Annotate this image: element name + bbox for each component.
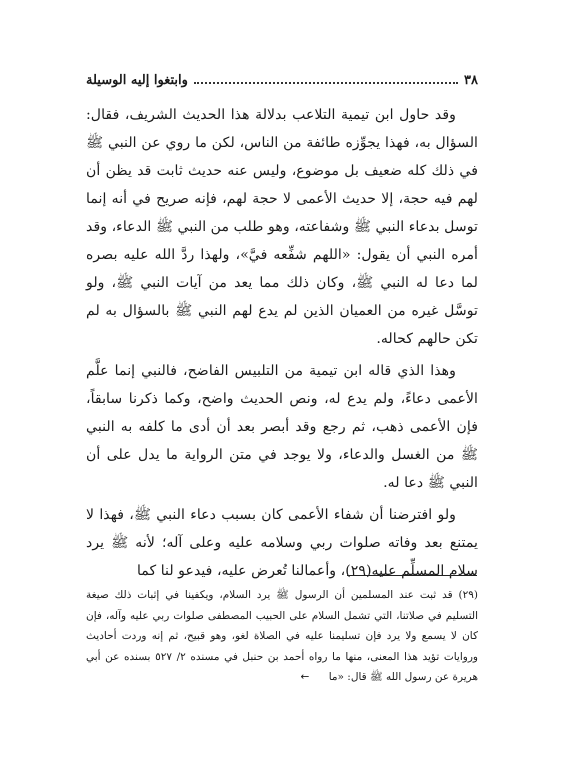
footnote-separator	[347, 575, 477, 576]
body-paragraph: ولو افترضنا أن شفاء الأعمى كان بسبب دعاء النبي ﷺ، فهذا لا يمتنع بعد وفاته صلوات ربي وسلامه عليه وعلى آله؛ لأنه ﷺ يرد سلام المسلِّم عليه(٢٩)، وأعمالنا تُعرض عليه، فيدعو لنا كما	[86, 507, 478, 579]
continue-arrow-icon: ←	[300, 671, 310, 683]
page-number: ٣٨	[464, 72, 478, 88]
main-text	[86, 101, 478, 589]
footnote-29	[86, 585, 478, 688]
page-header	[86, 68, 478, 92]
footnote-text: (٢٩) قد ثبت عند المسلمين أن الرسول ﷺ يرد السلام، ويكفينا في إثبات ذلك صيغة التسليم في صلاتنا، التي تشمل السلام على الحبيب المصطفى صلوات ربي عليه وآله، فإن كان لا يسمع ولا يرد فإن تسليمنا عليه في الصلاة لغو، وهو قبيح، ثم إنه وردت أحاديث وروايات تؤيد هذا المعنى، منها ما رواه أحمد بن حنبل في مسنده ٢/ ٥٢٧ بسنده عن أبي هريرة عن رسول الله ﷺ قال: «ما	[86, 589, 478, 683]
body-paragraph: وهذا الذي قاله ابن تيمية من التلبيس الفاضح، فالنبي إنما علَّم الأعمى دعاءً، ولم يدع له، ونص الحديث واضح، وكما ذكرنا سابقاً، فإن الأعمى ذهب، ثم رجع وقد أبصر بعد أن أدى ما كلفه به النبي ﷺ من الغسل والدعاء، ولا يوجد في متن الرواية ما يدل على أن النبي ﷺ دعا له.	[86, 363, 478, 491]
footnotes	[86, 585, 478, 688]
header-dotted-leader	[194, 82, 458, 84]
running-title: وابتغوا إليه الوسيلة	[86, 72, 188, 88]
body-paragraph: وقد حاول ابن تيمية التلاعب بدلالة هذا الحديث الشريف، فقال: السؤال به، فهذا يجوِّزه طائفة من الناس، لكن ما روي عن النبي ﷺ في ذلك كله ضعيف بل موضوع، وليس عنه حديث ثابت قد يظن أن لهم فيه حجة، إلا حديث الأعمى لا حجة لهم، فإنه صريح في أنه إنما توسل بدعاء النبي ﷺ وشفاعته، وهو طلب من النبي ﷺ الدعاء، وقد أمره النبي أن يقول: «اللهم شفِّعه فيَّ»، ولهذا ردَّ الله عليه بصره لما دعا له النبي ﷺ، وكان ذلك مما يعد من آيات النبي ﷺ، ولو توسَّل غيره من العميان الذين لم يدع لهم النبي ﷺ بالسؤال به لم تكن حالهم كحاله.	[86, 107, 478, 347]
